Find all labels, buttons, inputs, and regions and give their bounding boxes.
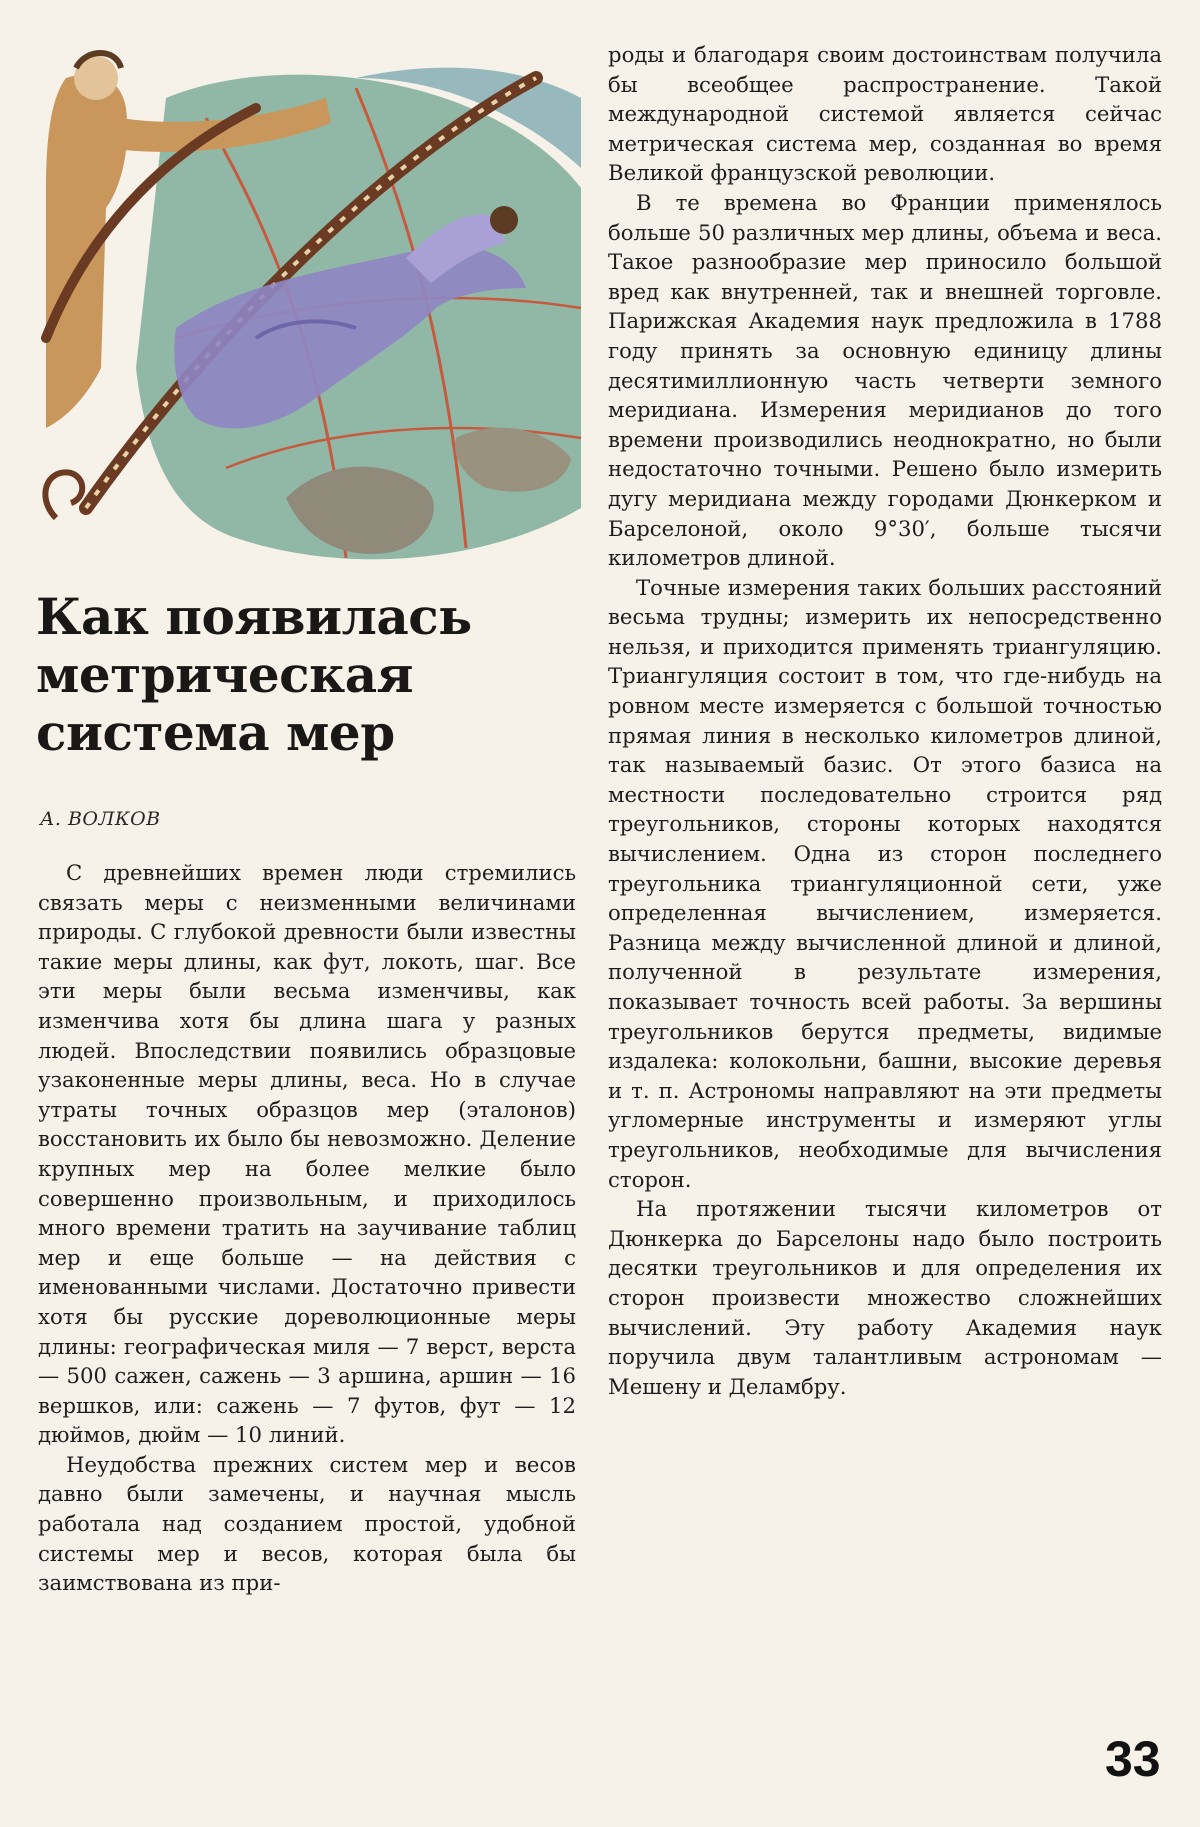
page-number: 33 (1105, 1731, 1161, 1787)
title-line: система мер (36, 703, 395, 762)
body-paragraph: В те времена во Франции применялось больше 50 различных мер длины, объема и веса. Такое разнообразие мер приносило большой вред как внутренней, так и внешней торговле. Парижская Академия наук предложила в 1788 году принять за основную единицу длины десятимиллионную часть четверти земного меридиана. Измерения меридианов до того времени производились неоднократно, но были недостаточно точными. Решено было измерить дугу меридиана между городами Дюнкерком и Барселоной, около 9°30′, больше тысячи километров длиной. (608, 189, 1162, 571)
title-line: метрическая (36, 645, 414, 704)
title-line: Как появилась (36, 587, 472, 646)
body-paragraph: роды и благодаря своим достоинствам получила бы всеобщее распространение. Такой международной системой является сейчас метрическая система мер, созданная во время Великой французской революции. (608, 42, 1162, 186)
right-column (608, 40, 1162, 1401)
body-paragraph: На протяжении тысячи километров от Дюнкерка до Барселоны надо было построить десятки треугольников и для определения их сторон произвести множество сложнейших вычислений. Эту работу Академия наук поручила двум талантливым астрономам — Мешену и Деламбру. (608, 1196, 1162, 1399)
body-paragraph: Точные измерения таких больших расстояний весьма трудны; измерить их непосредственно нельзя, и приходится применять триангуляцию. Триангуляция состоит в том, что где-нибудь на ровном месте измеряется с большой точностью прямая линия в несколько километров длиной, так называемый базис. От этого базиса на местности последовательно строится ряд треугольников, стороны которых находятся вычислением. Одна из сторон последнего треугольника триангуляционной сети, уже определенная вычислением, измеряется. Разница между вычисленной длиной и длиной, полученной в результате измерения, показывает точность всей работы. За вершины треугольников берутся предметы, видимые издалека: колокольни, башни, высокие деревья и т. п. Астрономы направляют на эти предметы угломерные инструменты и измеряют углы треугольников, необходимые для вычисления сторон. (608, 574, 1162, 1192)
article-title (36, 588, 596, 762)
article-author: А. ВОЛКОВ (40, 808, 161, 830)
article-illustration (26, 38, 586, 578)
body-paragraph: Неудобства прежних систем мер и весов давно были замечены, и научная мысль работала над созданием простой, удобной системы мер и весов, которая была бы заимствована из при- (38, 1451, 576, 1596)
left-column (38, 858, 576, 1598)
body-paragraph: С древнейших времен люди стремились связать меры с неизменными величинами природы. С глубокой древности были известны такие меры длины, как фут, локоть, шаг. Все эти меры были весьма изменчивы, как изменчива хотя бы длина шага у разных людей. Впоследствии появились образцовые узаконенные меры длины, веса. Но в случае утраты точных образцов мер (эталонов) восстановить их было бы невозможно. Деление крупных мер на более мелкие было совершенно произвольным, и приходилось много времени тратить на заучивание таблиц мер и еще больше — на действия с именованными числами. Достаточно привести хотя бы русские дореволюционные меры длины: географическая миля — 7 верст, верста — 500 сажен, сажень — 3 аршина, аршин — 16 вершков, или: сажень — 7 футов, фут — 12 дюймов, дюйм — 10 линий. (38, 860, 576, 1448)
measuring-figures-globe-illustration (26, 38, 586, 578)
